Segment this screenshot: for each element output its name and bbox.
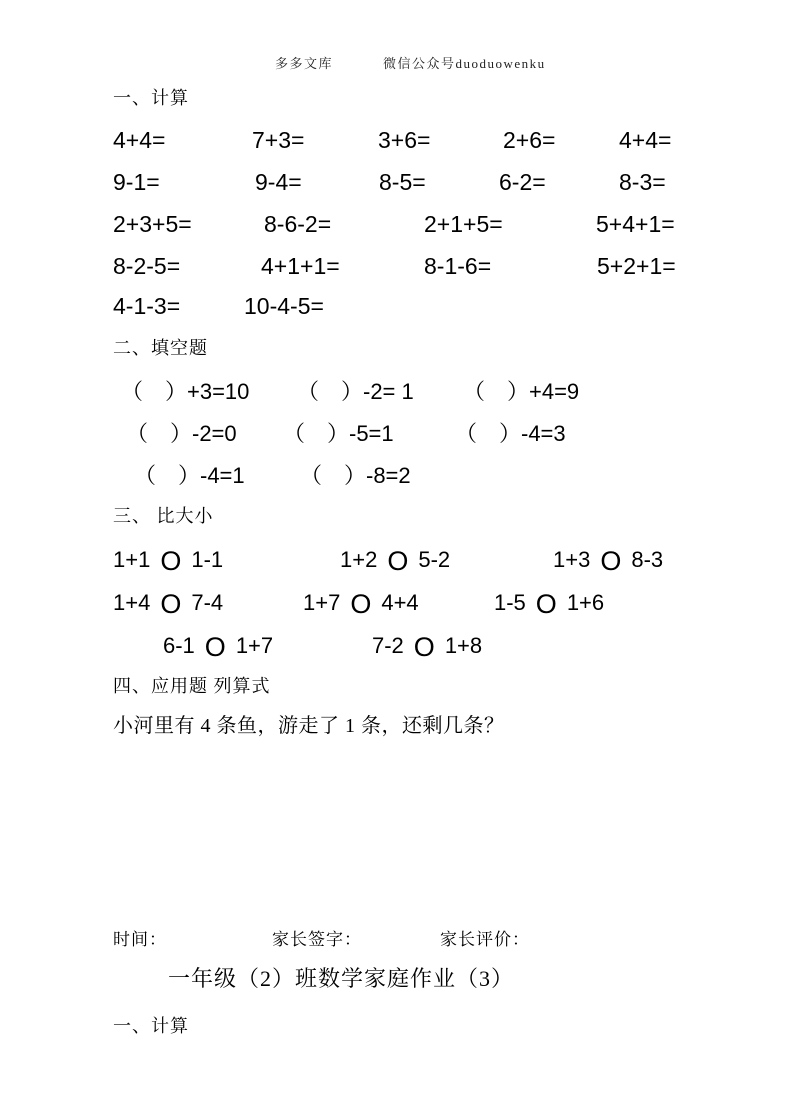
calc-problem: 8-1-6= — [424, 253, 492, 279]
footer-parent-sign-label: 家长签字： — [272, 930, 362, 949]
calc-problem: 3+6= — [378, 127, 431, 153]
section-compare-title: 三、 比大小 — [113, 506, 214, 526]
calc-problem: 5+2+1= — [597, 253, 676, 279]
compare-problem — [113, 546, 223, 575]
calc-problem: 6-2= — [499, 169, 546, 195]
compare-right-expression: 8-3 — [631, 547, 664, 572]
calc-problem: 2+6= — [503, 127, 556, 153]
fill-problem: （ ）-4=1 — [134, 463, 245, 488]
compare-right-expression: 5-2 — [418, 547, 451, 572]
compare-problem — [113, 589, 223, 618]
calc-problem: 7+3= — [252, 127, 305, 153]
compare-right-expression: 1+6 — [566, 590, 605, 615]
compare-circle: O — [350, 589, 372, 619]
fill-problem: （ ）-4=3 — [455, 421, 566, 446]
fill-problem: （ ）+3=10 — [121, 379, 250, 404]
compare-right-expression: 1+8 — [444, 633, 483, 658]
calc-problem: 8-5= — [379, 169, 426, 195]
word-problem-text: 小河里有 4 条鱼，游走了 1 条，还剩几条？ — [113, 715, 505, 737]
calc-problem: 10-4-5= — [244, 293, 324, 319]
calc-problem: 2+3+5= — [113, 211, 192, 237]
compare-left-expression: 1+2 — [340, 547, 378, 572]
compare-problem — [553, 546, 663, 575]
compare-right-expression: 7-4 — [191, 590, 224, 615]
section-fill-title: 二、填空题 — [113, 338, 208, 358]
footer-parent-rating-label: 家长评价： — [440, 930, 530, 949]
next-section-calc-title: 一、计算 — [113, 1016, 189, 1036]
compare-problem — [494, 589, 604, 618]
compare-left-expression: 1-5 — [494, 590, 526, 615]
compare-problem — [303, 589, 419, 618]
compare-right-expression: 1+7 — [235, 633, 274, 658]
compare-problem — [163, 632, 273, 661]
calc-problem: 4+4= — [113, 127, 166, 153]
compare-circle: O — [204, 632, 226, 662]
fill-problem: （ ）-2= 1 — [297, 379, 414, 404]
calc-problem: 8-6-2= — [264, 211, 332, 237]
calc-problem: 8-2-5= — [113, 253, 181, 279]
fill-problem: （ ）-8=2 — [300, 463, 411, 488]
calc-problem: 5+4+1= — [596, 211, 675, 237]
calc-problem: 4+1+1= — [261, 253, 340, 279]
calc-problem: 4+4= — [619, 127, 672, 153]
compare-right-expression: 4+4 — [381, 590, 419, 615]
calc-problem: 8-3= — [619, 169, 666, 195]
calc-problem: 9-1= — [113, 169, 160, 195]
header-brand: 多多文库 — [275, 56, 334, 71]
compare-right-expression: 1-1 — [191, 547, 224, 572]
compare-circle: O — [413, 632, 435, 662]
compare-circle: O — [600, 546, 622, 576]
footer-time-label: 时间： — [113, 930, 167, 949]
compare-circle: O — [160, 589, 182, 619]
compare-left-expression: 1+3 — [553, 547, 591, 572]
section-calc-title: 一、计算 — [113, 88, 189, 108]
calc-problem: 9-4= — [255, 169, 302, 195]
header-wechat-label: 微信公众号duoduowenku — [383, 56, 546, 71]
fill-problem: （ ）-5=1 — [283, 421, 394, 446]
compare-circle: O — [160, 546, 182, 576]
compare-left-expression: 6-1 — [163, 633, 195, 658]
compare-circle: O — [535, 589, 557, 619]
calc-problem: 2+1+5= — [424, 211, 503, 237]
compare-left-expression: 1+1 — [113, 547, 151, 572]
compare-left-expression: 1+4 — [113, 590, 151, 615]
fill-problem: （ ）-2=0 — [126, 421, 237, 446]
compare-problem — [340, 546, 450, 575]
compare-circle: O — [387, 546, 409, 576]
next-homework-title: 一年级（2）班数学家庭作业（3） — [168, 966, 515, 991]
section-word-title: 四、应用题 列算式 — [113, 676, 271, 696]
fill-problem: （ ）+4=9 — [463, 379, 580, 404]
compare-left-expression: 1+7 — [303, 590, 341, 615]
compare-left-expression: 7-2 — [372, 633, 404, 658]
calc-problem: 4-1-3= — [113, 293, 181, 319]
compare-problem — [372, 632, 482, 661]
